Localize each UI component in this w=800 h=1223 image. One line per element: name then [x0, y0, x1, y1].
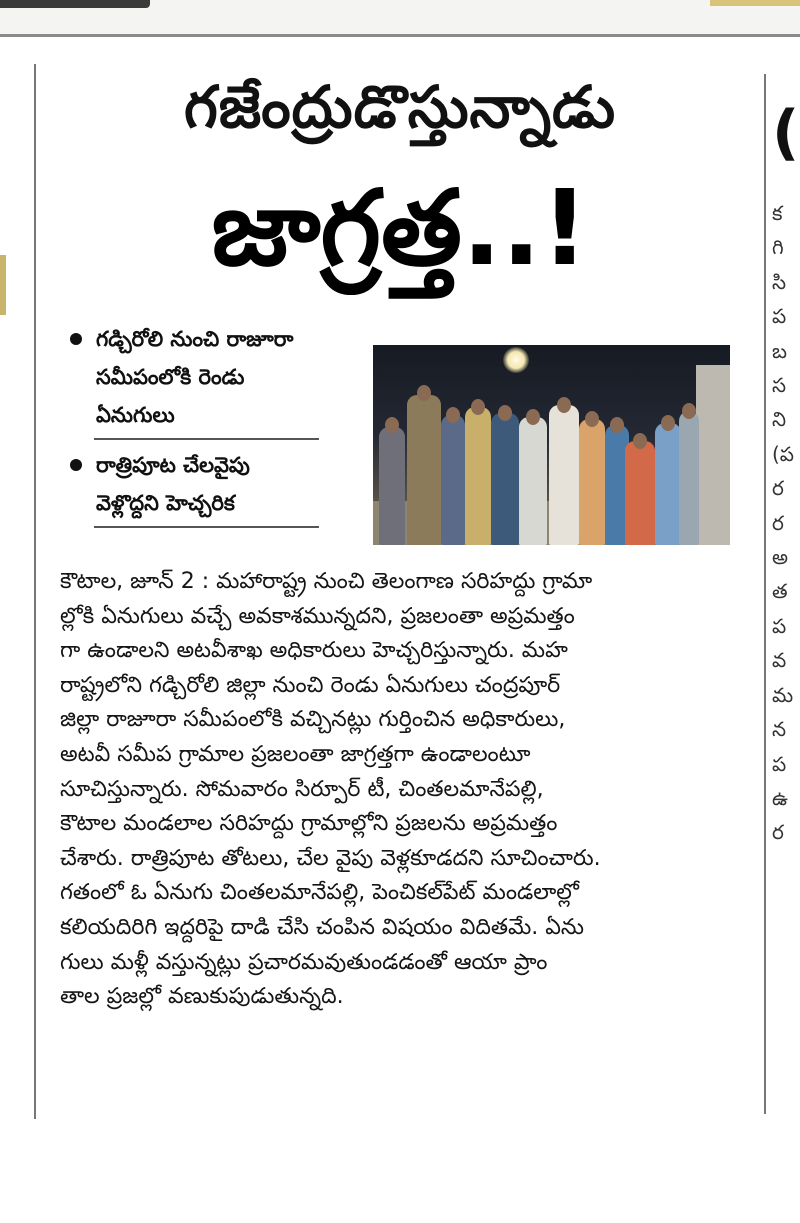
- adjacent-article-edge: [772, 100, 800, 850]
- bullet-line: వెళ్లొద్దని హెచ్చరిక: [96, 491, 235, 515]
- photo-person: [519, 417, 547, 545]
- bullet-line: ఏనుగులు: [96, 403, 175, 427]
- adjacent-text-fragment: ర: [772, 476, 784, 501]
- bullet-line: సమీపంలోకి రెండు: [96, 365, 245, 389]
- photo-person: [379, 427, 405, 545]
- article-line: సూచిస్తున్నారు. సోమవారం సిర్పూర్ టీ, చింతలమానేపల్లి,: [60, 776, 544, 802]
- article-line: కౌటాల మండలాల సరిహద్దు గ్రామాల్లోని ప్రజలను అప్రమత్తం: [60, 811, 558, 837]
- column-rule-left: [34, 64, 36, 1119]
- headline-main: జాగ్రత్త..!: [211, 167, 589, 289]
- photo-person-head: [610, 417, 624, 433]
- adjacent-text-fragment: న: [772, 717, 787, 742]
- article-line: కౌటాల, జూన్ 2 : మహారాష్ట్ర నుంచి తెలంగాణ సరిహద్దు గ్రామా: [60, 569, 593, 594]
- article-line: గా ఉండాలని అటవీశాఖ అధికారులు హెచ్చరిస్తున్నారు. మహ: [60, 638, 568, 664]
- page-top-strip: [0, 0, 800, 37]
- masthead-fragment-right: [710, 0, 800, 6]
- adjacent-text-fragment: గి: [772, 235, 784, 260]
- photo-person-child: [625, 441, 655, 545]
- adjacent-page-mark: [0, 255, 6, 315]
- article-line: తాల ప్రజల్లో వణుకుపుడుతున్నది.: [60, 984, 344, 1010]
- photo-person-head: [385, 417, 399, 433]
- photo-person: [655, 423, 681, 545]
- article-line: కలియదిరిగి ఇద్దరిపై దాడి చేసి చంపిన విషయం విదితమే. ఏను: [60, 914, 584, 940]
- adjacent-text-fragment: ప: [772, 751, 787, 776]
- masthead-fragment: [0, 0, 150, 8]
- photo-person-head: [557, 397, 571, 413]
- bullet-dot-icon: [70, 333, 82, 345]
- article-body: [60, 565, 750, 1015]
- adjacent-text-fragment: క: [772, 201, 783, 225]
- street-lamp-glow: [503, 347, 529, 373]
- article-line: చేశారు. రాత్రిపూట తోటలు, చేల వైపు వెళ్లకూడదని సూచించారు.: [60, 845, 601, 871]
- photo-person-head: [585, 411, 599, 427]
- photo-person-head: [661, 415, 675, 431]
- article-line: రాష్ట్రలోని గడ్చిరోలి జిల్లా నుంచి రెండు ఏనుగులు చంద్రపూర్: [60, 672, 561, 698]
- adjacent-text-fragment: వ: [772, 648, 787, 673]
- adjacent-text-fragment: మ: [772, 682, 794, 707]
- photo-person-head: [417, 385, 431, 401]
- bullet-item: [70, 446, 370, 522]
- adjacent-text-fragment: ఉ: [772, 785, 788, 810]
- adjacent-text-fragment: ప: [772, 613, 787, 638]
- bullet-line: గడ్చిరోలి నుంచి రాజూరా: [96, 327, 294, 351]
- article-line: గులు మళ్లీ వస్తున్నట్లు ప్రచారమవుతుండడంతో ఆయా ప్రాం: [60, 949, 548, 975]
- article-line: జిల్లా రాజూరా సమీపంలోకి వచ్చినట్లు గుర్తించిన అధికారులు,: [60, 707, 566, 733]
- adjacent-text-fragment: త: [772, 579, 788, 604]
- photo-person-head: [526, 409, 540, 425]
- adjacent-text-fragment: స: [772, 373, 787, 398]
- photo-person-head: [682, 403, 696, 419]
- adjacent-text-fragment: ర: [772, 820, 784, 845]
- photo-person-officer: [407, 395, 441, 545]
- photo-person: [465, 407, 491, 545]
- photo-person: [679, 411, 699, 545]
- article-line: గతంలో ఓ ఏనుగు చింతలమానేపల్లి, పెంచికల్‌పేట్ మండలాల్లో: [60, 880, 579, 906]
- highlight-bullets: [70, 320, 370, 534]
- bullet-item: [70, 320, 370, 434]
- article-line: ల్లోకి ఏనుగులు వచ్చే అవకాశమున్నదని, ప్రజలంతా అప్రమత్తం: [60, 603, 575, 629]
- photo-person: [491, 413, 519, 545]
- photo-person-head: [471, 399, 485, 415]
- adjacent-text-fragment: ని: [772, 407, 787, 432]
- headline-kicker: గజేంద్రుడొస్తున్నాడు: [183, 73, 617, 141]
- news-photo-villagers-night: [373, 345, 730, 545]
- adjacent-text-fragment: ర: [772, 510, 784, 535]
- photo-person: [549, 405, 579, 545]
- adjacent-text-fragment: (ప: [772, 441, 795, 466]
- adjacent-text-fragment: ప: [772, 304, 787, 329]
- column-rule-right: [764, 74, 766, 1114]
- article-line: అటవీ సమీప గ్రామాల ప్రజలంతా జాగ్రత్తగా ఉండాలంటూ: [60, 741, 531, 767]
- bullet-divider: [94, 438, 319, 440]
- adjacent-headline-fragment: (: [772, 100, 800, 168]
- photo-person: [441, 415, 465, 545]
- adjacent-text-fragment: బ: [772, 338, 787, 363]
- bullet-divider: [94, 526, 319, 528]
- photo-person: [579, 419, 605, 545]
- bullet-dot-icon: [70, 459, 82, 471]
- photo-person-head: [498, 405, 512, 421]
- adjacent-text-fragment: అ: [772, 545, 788, 570]
- bullet-line: రాత్రిపూట చేలవైపు: [96, 453, 250, 477]
- photo-person-head: [446, 407, 460, 423]
- photo-person-head: [633, 433, 647, 449]
- photo-wall: [696, 365, 730, 545]
- adjacent-text-fragment: సి: [772, 269, 787, 294]
